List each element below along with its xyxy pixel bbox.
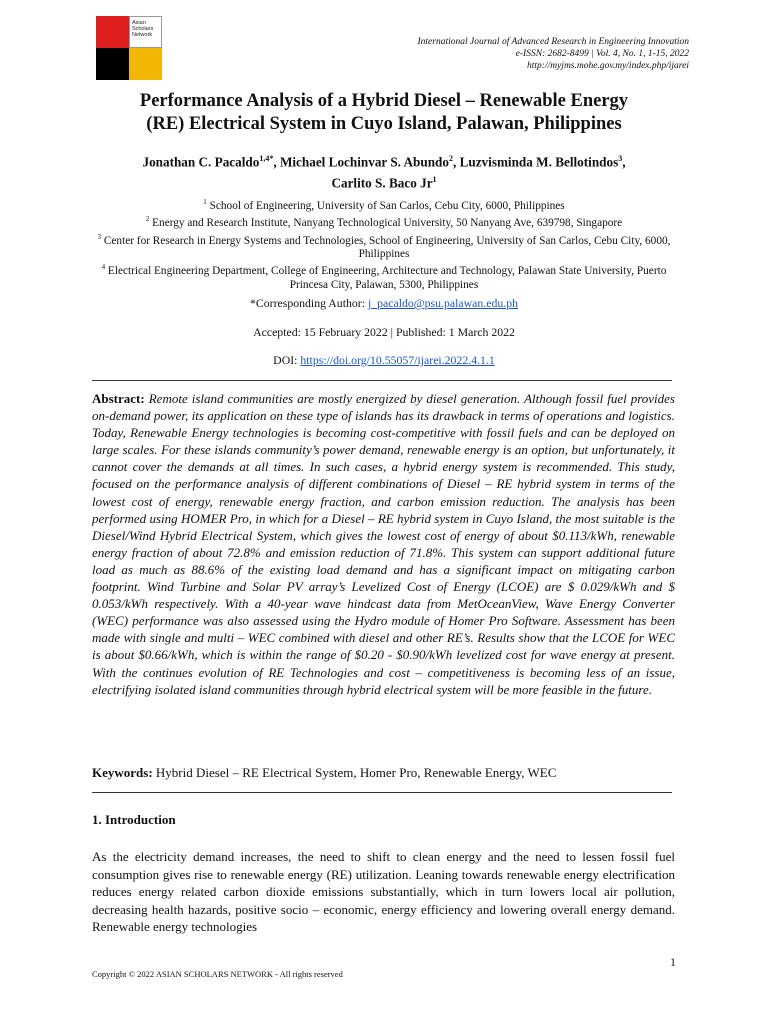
- affiliation: $^2$ Energy and Research Institute, Nanyang Technological University, 50 Nanyang Ave, 639798, Singapore: [145, 215, 623, 230]
- doi-link[interactable]: https://doi.org/10.55057/ijarei.2022.4.1.1: [300, 353, 495, 367]
- corresponding-author: *Corresponding Author: j_pacaldo@psu.palawan.edu.ph: [249, 296, 519, 310]
- intro-paragraph: As the electricity demand increases, the need to shift to clean energy and the need to lessen fossil fuel consumption gives rise to renewable energy (RE) utilization. Leaning towards renewable energy electrification reduces energy related carbon dioxide emissions substantially, which in turn lowers local air pollution, decreasing health hazards, positive socio – economic, energy efficiency and lowering overall energy demand. Renewable energy technologies: [92, 849, 675, 935]
- journal-url[interactable]: http://myjms.mohe.gov.my/index.php/ijarei: [527, 61, 689, 71]
- affiliation: $^4$ Electrical Engineering Department, College of Engineering, Architecture and Technology, Palawan State University, Puerto Princesa City, Palawan, 5300, Philippines: [101, 263, 667, 291]
- email-link[interactable]: j_pacaldo@psu.palawan.edu.ph: [367, 296, 519, 310]
- author-name: Jonathan C. Pacaldo: [142, 154, 260, 170]
- abstract-label: Abstract:: [92, 391, 145, 406]
- journal-header: [418, 36, 690, 72]
- author-name: , Luzvisminda M. Bellotindos: [452, 154, 619, 170]
- logo-red-square: [96, 16, 129, 48]
- publisher-logo: [96, 16, 162, 80]
- author-list: Jonathan C. Pacaldo$^{1,4*}$, Michael Lochinvar S. Abundo$^2$, Luzvisminda M. Bellotindos$^3$, Carlito S. Baco Jr$^1$: [142, 154, 626, 191]
- copyright-footer: Copyright © 2022 ASIAN SCHOLARS NETWORK - All rights reserved: [92, 969, 343, 979]
- journal-name: International Journal of Advanced Research in Engineering Innovation: [417, 37, 689, 47]
- keywords-label: Keywords:: [92, 765, 153, 780]
- keywords-text: Hybrid Diesel – RE Electrical System, Homer Pro, Renewable Energy, WEC: [152, 765, 557, 780]
- abstract-text: Remote island communities are mostly energized by diesel generation. Although fossil fuel provides on-demand power, its application on these type of islands has its drawback in terms of operations and logistics. Today, Renewable Energy technologies is becoming cost-competitive with fossil fuels and can be deployed on large scales. For these islands community’s power demand, renewable energy is an option, but unfortunately, it cannot cover the demands at all times. In such cases, a hybrid energy system is recommended. This study, focused on the performance analysis of different combinations of Diesel – RE hybrid system in terms of the lowest cost of energy, renewable energy fraction, and carbon emission reduction. The analysis has been performed using HOMER Pro, in which for a Diesel – RE hybrid system in Cuyo Island, the most suitable is the Diesel/Wind Hybrid Electrical System, which gives the lowest cost of energy of about $0.113/kWh, renewable energy fraction of about 72.8% and emission reduction of 71.8%. This system can support additional future load as much as 88.6% of the existing load demand and has a significant impact on mitigating carbon footprint. Wind Turbine and Solar PV array’s Levelized Cost of Energy (LCOE) are $ 0.029/kWh and $ 0.053/kWh respectively. With a 40-year wave hindcast data from MetOceanView, Wave Energy Converter (WEC) performance was also assessed using the Hydro module of Homer Pro Software. Assessment has been made with single and multi – WEC combined with diesel and other RE’s. Results show that the LCOE for WEC is about $0.66/kWh, which is within the range of $0.20 - $0.90/kWh levelized cost for wave energy at present. With the continues evolution of RE Technologies and cost – competitiveness is becoming less of an issue, electrifying isolated island communities through hybrid electrical system will be more feasible in the future.: [92, 391, 675, 697]
- journal-issn: e-ISSN: 2682-8499 | Vol. 4, No. 1, 1-15, 2022: [515, 49, 689, 59]
- page-number: 1: [670, 955, 676, 969]
- affiliations: [90, 196, 678, 292]
- author-name: , Michael Lochinvar S. Abundo: [273, 154, 449, 170]
- logo-black-square: [96, 48, 129, 80]
- affiliation: $^1$ School of Engineering, University of San Carlos, Cebu City, 6000, Philippines: [203, 198, 565, 212]
- author-name: Carlito S. Baco Jr: [331, 175, 433, 191]
- keywords: [92, 764, 675, 781]
- abstract: [92, 390, 675, 698]
- logo-text: Asian Scholars Network: [132, 20, 154, 38]
- divider-bottom: [92, 792, 672, 793]
- logo-yellow-square: [129, 48, 162, 80]
- section-heading: 1. Introduction: [92, 812, 176, 827]
- divider-top: [92, 380, 672, 381]
- paper-title: Performance Analysis of a Hybrid Diesel – Renewable Energy (RE) Electrical System in Cuyo Island, Palawan, Philippines: [139, 91, 629, 134]
- publication-dates: Accepted: 15 February 2022 | Published: 1 March 2022: [253, 325, 515, 339]
- affiliation: $^3$ Center for Research in Energy Systems and Technologies, School of Engineering, University of San Carlos, Cebu City, 6000, Philippines: [97, 232, 671, 260]
- doi-line: DOI: https://doi.org/10.55057/ijarei.2022.4.1.1: [273, 353, 495, 367]
